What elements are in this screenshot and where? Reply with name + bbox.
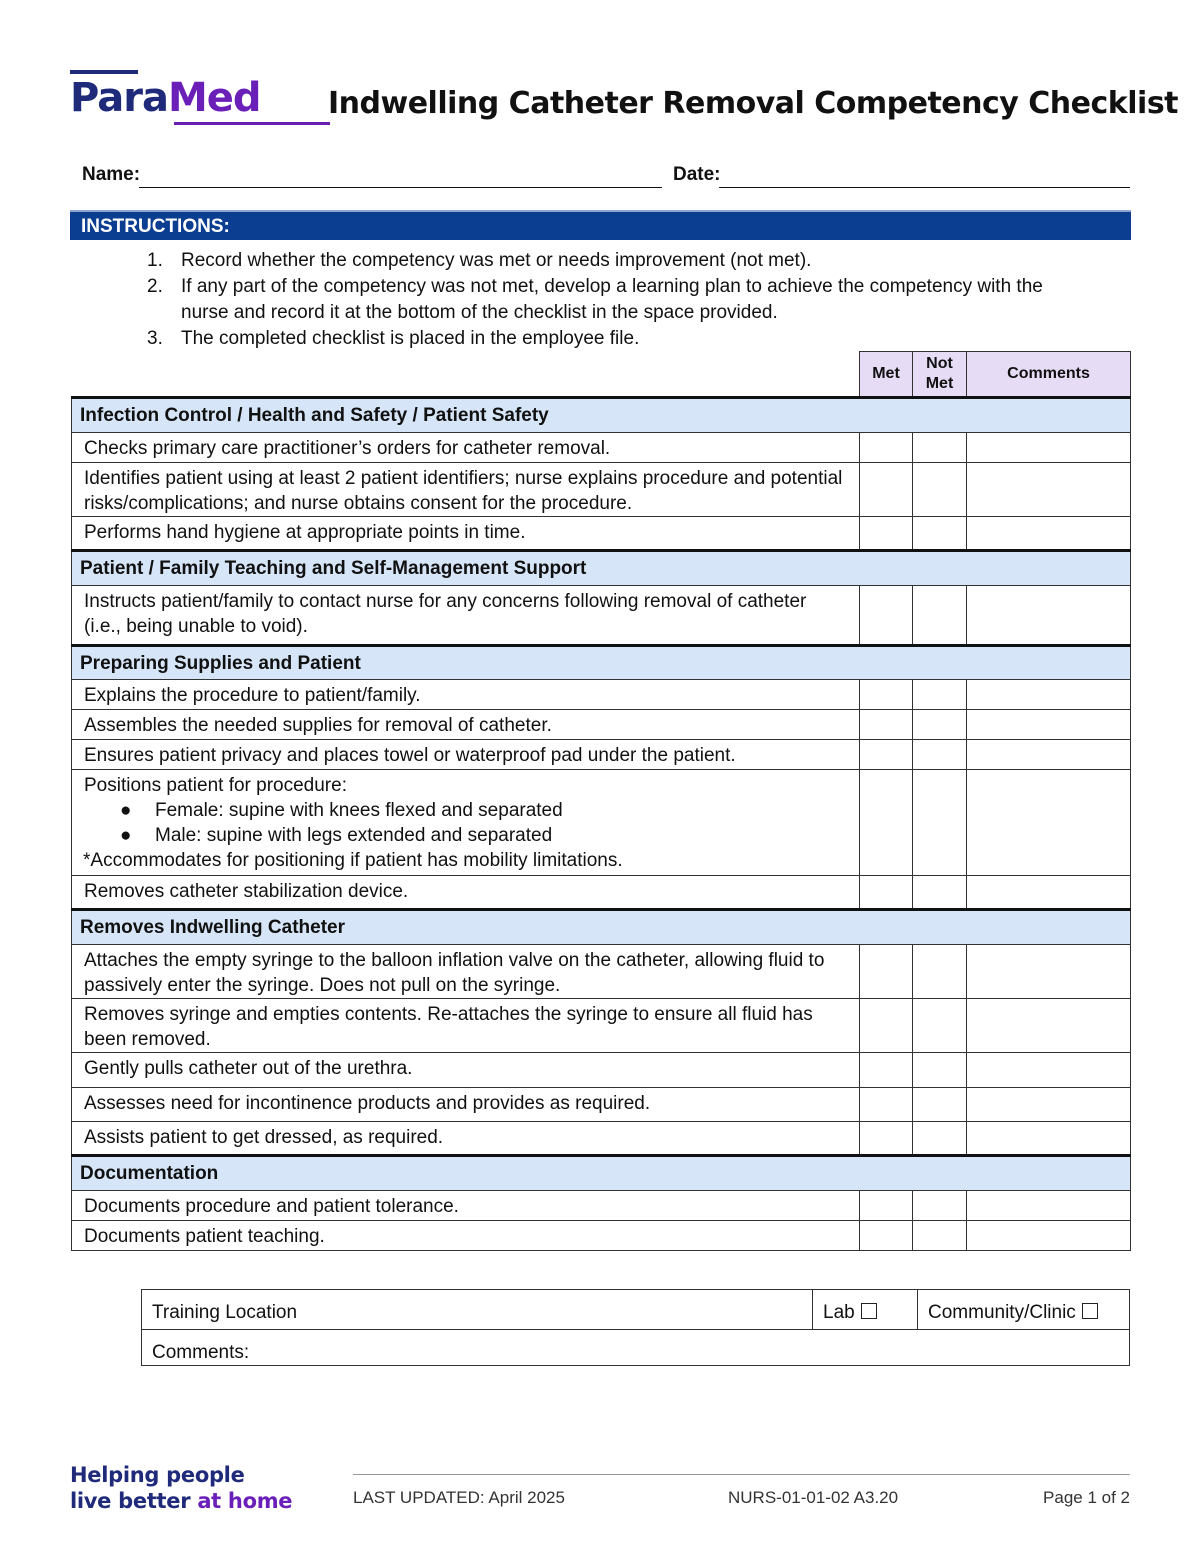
met-cell[interactable] — [860, 876, 913, 910]
met-cell[interactable] — [860, 1122, 913, 1156]
step-number: 1. — [147, 250, 163, 271]
met-cell[interactable] — [860, 1053, 913, 1088]
comments-cell[interactable] — [967, 1053, 1131, 1088]
training-location-label: Training Location — [152, 1302, 298, 1323]
community-clinic-label: Community/Clinic — [928, 1302, 1076, 1323]
bullet-text: Male: supine with legs extended and separated — [155, 825, 553, 846]
training-location-box — [141, 1289, 1130, 1366]
page-title: Indwelling Catheter Removal Competency Checklist — [328, 86, 1179, 121]
logo-underline — [174, 122, 330, 125]
met-cell[interactable] — [860, 463, 913, 517]
logo-top-bar — [70, 70, 138, 74]
section-header: Documentation — [72, 1156, 1131, 1191]
checklist-item: Instructs patient/family to contact nurse for any concerns following removal of catheter (i.e., being unable to void). — [72, 586, 860, 646]
checklist-item: Assembles the needed supplies for removal of catheter. — [72, 710, 860, 740]
instruction-step — [140, 274, 1100, 326]
comments-cell[interactable] — [967, 876, 1131, 910]
not-met-cell[interactable] — [913, 680, 967, 710]
not-met-cell[interactable] — [913, 1088, 967, 1122]
bullet-item — [84, 798, 847, 823]
instructions-banner — [70, 210, 1131, 240]
section-header: Preparing Supplies and Patient — [72, 646, 1131, 680]
logo-text-med: Med — [167, 75, 261, 121]
not-met-cell[interactable] — [913, 517, 967, 551]
lab-checkbox[interactable] — [861, 1303, 877, 1319]
not-met-cell[interactable] — [913, 1191, 967, 1221]
header-not-met-line1: Not — [926, 355, 953, 372]
not-met-cell[interactable] — [913, 1221, 967, 1251]
not-met-cell[interactable] — [913, 710, 967, 740]
checklist-item — [72, 770, 860, 876]
bullet-icon: ● — [120, 800, 132, 821]
met-cell[interactable] — [860, 433, 913, 463]
header-comments: Comments — [967, 352, 1131, 398]
met-cell[interactable] — [860, 586, 913, 646]
item-text: Positions patient for procedure: — [84, 775, 347, 796]
met-cell[interactable] — [860, 710, 913, 740]
not-met-cell[interactable] — [913, 740, 967, 770]
section-header: Patient / Family Teaching and Self-Management Support — [72, 551, 1131, 586]
checklist-item: Ensures patient privacy and places towel or waterproof pad under the patient. — [72, 740, 860, 770]
competency-checklist-table — [71, 351, 1131, 1251]
page-number: Page 1 of 2 — [1043, 1488, 1130, 1507]
not-met-cell[interactable] — [913, 433, 967, 463]
footer-tagline — [70, 1462, 292, 1514]
not-met-cell[interactable] — [913, 1122, 967, 1156]
met-cell[interactable] — [860, 740, 913, 770]
tagline-line1: Helping people — [70, 1463, 245, 1487]
section-header: Infection Control / Health and Safety / Patient Safety — [72, 398, 1131, 433]
instructions-list — [140, 248, 1100, 352]
tagline-line2a: live better — [70, 1489, 191, 1513]
tagline-line2b: at home — [197, 1489, 293, 1513]
paramed-logo — [70, 70, 270, 128]
checklist-item: Identifies patient using at least 2 patient identifiers; nurse explains procedure and potential risks/complications; and nurse obtains consent for the procedure. — [72, 463, 860, 517]
document-code: NURS-01-01-02 A3.20 — [728, 1488, 899, 1507]
checklist-item: Checks primary care practitioner’s orders for catheter removal. — [72, 433, 860, 463]
name-label: Name: — [82, 164, 141, 185]
comments-cell[interactable] — [967, 710, 1131, 740]
step-number: 2. — [147, 276, 163, 297]
checklist-item: Performs hand hygiene at appropriate points in time. — [72, 517, 860, 551]
met-cell[interactable] — [860, 1088, 913, 1122]
met-cell[interactable] — [860, 517, 913, 551]
checklist-item: Explains the procedure to patient/family. — [72, 680, 860, 710]
comments-cell[interactable] — [967, 463, 1131, 517]
met-cell[interactable] — [860, 770, 913, 876]
lab-label: Lab — [823, 1302, 855, 1323]
checklist-item: Assesses need for incontinence products and provides as required. — [72, 1088, 860, 1122]
comments-cell[interactable] — [967, 586, 1131, 646]
met-cell[interactable] — [860, 1221, 913, 1251]
instruction-step — [140, 248, 1100, 274]
checklist-item: Assists patient to get dressed, as required. — [72, 1122, 860, 1156]
bullet-item — [84, 823, 847, 848]
step-text: The completed checklist is placed in the employee file. — [181, 328, 640, 349]
community-clinic-option[interactable] — [928, 1302, 1098, 1324]
comments-cell[interactable] — [967, 740, 1131, 770]
not-met-cell[interactable] — [913, 876, 967, 910]
footer-divider — [353, 1474, 1130, 1475]
position-note: *Accommodates for positioning if patient has mobility limitations. — [83, 850, 623, 871]
comments-cell[interactable] — [967, 1088, 1131, 1122]
met-cell[interactable] — [860, 999, 913, 1053]
instructions-heading: INSTRUCTIONS: — [81, 216, 230, 237]
comments-cell[interactable] — [967, 1122, 1131, 1156]
not-met-cell[interactable] — [913, 463, 967, 517]
step-text: If any part of the competency was not met, develop a learning plan to achieve the competency with the nurse and record it at the bottom of the checklist in the space provided. — [181, 276, 1043, 323]
logo-text-para: Para — [70, 75, 168, 121]
checklist-item: Documents procedure and patient tolerance. — [72, 1191, 860, 1221]
bullet-text: Female: supine with knees flexed and separated — [155, 800, 563, 821]
checklist-item: Removes catheter stabilization device. — [72, 876, 860, 910]
name-field[interactable] — [139, 187, 662, 188]
header-not-met-line2: Met — [925, 375, 954, 392]
instruction-step — [140, 326, 1100, 352]
not-met-cell[interactable] — [913, 999, 967, 1053]
checklist-item: Attaches the empty syringe to the balloon inflation valve on the catheter, allowing fluid to passively enter the syringe. Does not pull on the syringe. — [72, 945, 860, 999]
comments-cell[interactable] — [967, 517, 1131, 551]
last-updated: LAST UPDATED: April 2025 — [353, 1488, 565, 1507]
checklist-item: Documents patient teaching. — [72, 1221, 860, 1251]
bullet-icon: ● — [120, 825, 132, 846]
lab-option[interactable] — [823, 1302, 877, 1324]
comments-cell[interactable] — [967, 999, 1131, 1053]
comments-cell[interactable] — [967, 1221, 1131, 1251]
not-met-cell[interactable] — [913, 770, 967, 876]
step-number: 3. — [147, 328, 163, 349]
header-not-met — [913, 352, 967, 398]
checklist-item: Removes syringe and empties contents. Re-attaches the syringe to ensure all fluid has been removed. — [72, 999, 860, 1053]
not-met-cell[interactable] — [913, 1053, 967, 1088]
met-cell[interactable] — [860, 680, 913, 710]
comments-cell[interactable] — [967, 1191, 1131, 1221]
comments-cell[interactable] — [967, 945, 1131, 999]
comments-cell[interactable] — [967, 680, 1131, 710]
section-header: Removes Indwelling Catheter — [72, 910, 1131, 945]
checklist-item: Gently pulls catheter out of the urethra. — [72, 1053, 860, 1088]
training-location-row — [142, 1290, 1129, 1330]
not-met-cell[interactable] — [913, 586, 967, 646]
met-cell[interactable] — [860, 1191, 913, 1221]
met-cell[interactable] — [860, 945, 913, 999]
community-clinic-checkbox[interactable] — [1082, 1303, 1098, 1319]
header-met: Met — [860, 352, 913, 398]
training-comments-label: Comments: — [152, 1342, 250, 1363]
comments-cell[interactable] — [967, 770, 1131, 876]
not-met-cell[interactable] — [913, 945, 967, 999]
step-text: Record whether the competency was met or needs improvement (not met). — [181, 250, 812, 271]
date-label: Date: — [673, 164, 721, 185]
comments-cell[interactable] — [967, 433, 1131, 463]
date-field[interactable] — [719, 187, 1130, 188]
